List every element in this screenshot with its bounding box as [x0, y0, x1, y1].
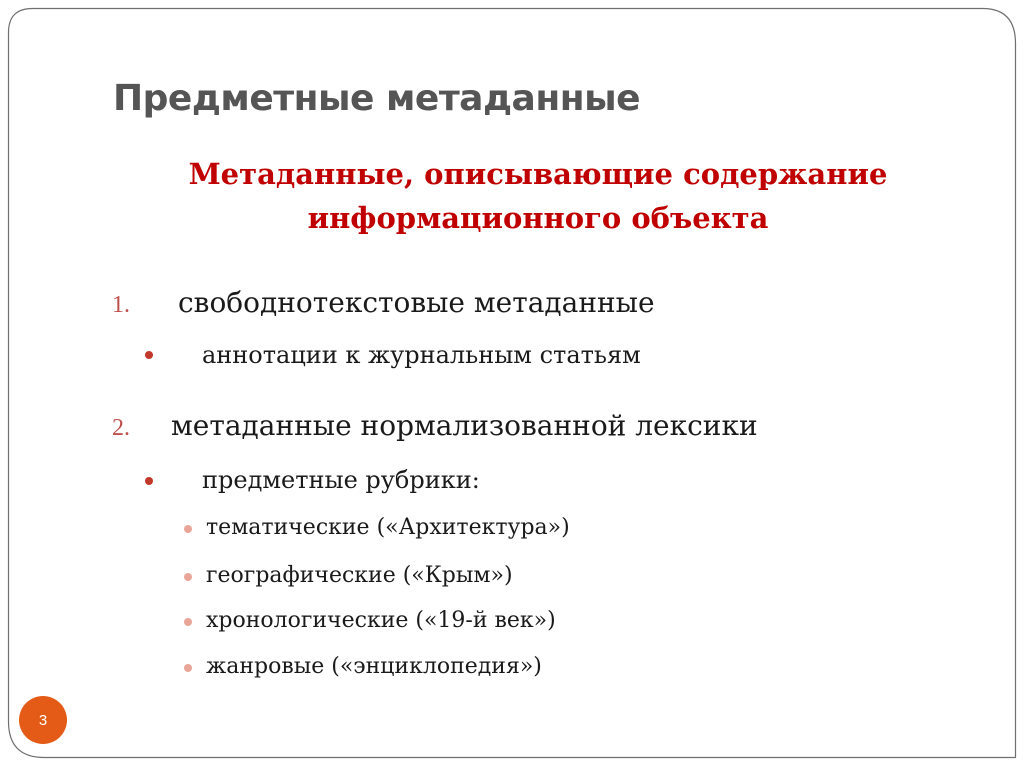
sub-item-chronological [206, 608, 556, 633]
bullet-item-subject-headings [202, 466, 480, 494]
sub-item-geographic [206, 563, 513, 588]
list-item-1 [112, 286, 655, 319]
sub-item-text: географические («Крым») [206, 563, 513, 588]
sub-bullet-icon [184, 573, 192, 581]
subtitle-line-2: информационного объекта [307, 201, 769, 235]
slide-title: Предметные метаданные [113, 78, 641, 119]
list-number-1: 1. [112, 292, 130, 318]
sub-item-text: хронологические («19-й век») [206, 608, 556, 633]
list-item-1-text: свободнотекстовые метаданные [178, 286, 655, 319]
sub-item-genre [206, 654, 542, 679]
list-item-2 [112, 409, 758, 442]
subtitle-line-1: Метаданные, описывающие содержание [188, 157, 888, 191]
sub-bullet-icon [184, 664, 192, 672]
bullet-icon [145, 351, 153, 359]
sub-item-thematic [206, 515, 570, 540]
sub-item-text: тематические («Архитектура») [206, 515, 570, 540]
sub-item-text: жанровые («энциклопедия») [206, 654, 542, 679]
bullet-item-text: аннотации к журнальным статьям [202, 341, 641, 369]
list-item-2-text: метаданные нормализованной лексики [171, 409, 758, 442]
slide-subtitle [110, 152, 966, 240]
sub-bullet-icon [184, 525, 192, 533]
bullet-item-annotations [202, 341, 641, 369]
page-number-badge: 3 [19, 696, 67, 744]
bullet-icon [145, 477, 153, 485]
sub-bullet-icon [184, 618, 192, 626]
bullet-item-text: предметные рубрики: [202, 466, 480, 494]
list-number-2: 2. [112, 415, 130, 441]
